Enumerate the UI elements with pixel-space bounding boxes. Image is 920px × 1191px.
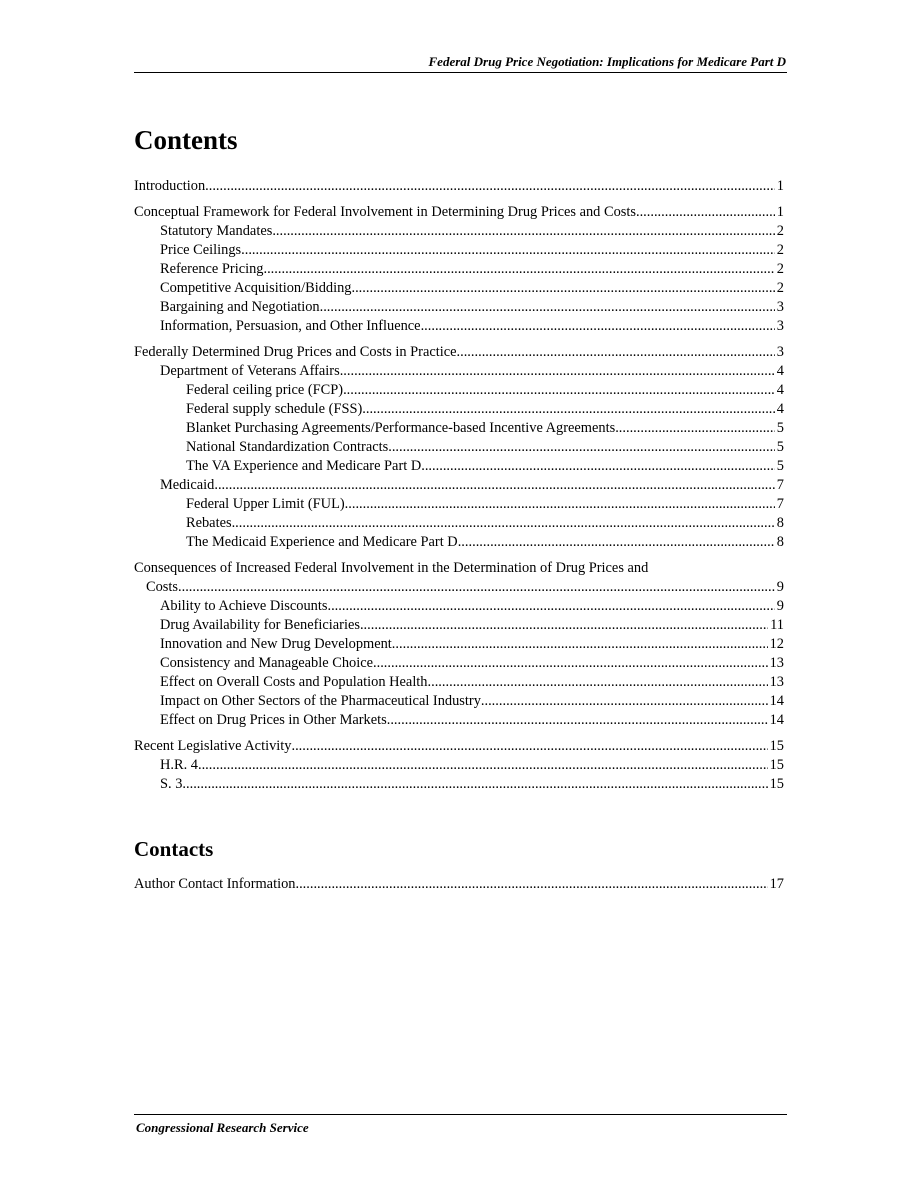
dot-leader [198, 756, 768, 775]
toc-page-number: 14 [769, 712, 784, 728]
toc-entry-title: Rebates [186, 515, 232, 531]
toc-entry-title: Federal Upper Limit (FUL) [186, 496, 345, 512]
toc-page-number: 3 [776, 344, 784, 360]
toc-entry-title: Impact on Other Sectors of the Pharmaceutical Industry [160, 693, 481, 709]
contacts-heading: Contacts [134, 837, 214, 861]
toc-entry-conceptual-framework[interactable] [134, 203, 784, 222]
toc-entry-title: Medicaid [160, 477, 215, 493]
toc-page-number: 1 [776, 178, 784, 194]
footer-rule [134, 1114, 787, 1115]
toc-entry-title: Consequences of Increased Federal Involvement in the Determination of Drug Prices and [134, 560, 649, 576]
toc-page-number: 4 [776, 401, 784, 417]
toc-entry-consistency-choice[interactable] [134, 654, 784, 673]
toc-page-number: 14 [769, 693, 784, 709]
toc-entry-price-ceilings[interactable] [134, 241, 784, 260]
toc-page-number: 15 [769, 776, 784, 792]
toc-entry-federal-supply-schedule[interactable] [134, 400, 784, 419]
dot-leader [421, 457, 775, 476]
toc-entry-title: Federally Determined Drug Prices and Costs in Practice [134, 344, 457, 360]
toc-entry-title: Innovation and New Drug Development [160, 636, 392, 652]
running-header: Federal Drug Price Negotiation: Implications for Medicare Part D [428, 54, 786, 69]
toc-entry-veterans-affairs[interactable] [134, 362, 784, 381]
toc-entry-title: Statutory Mandates [160, 223, 273, 239]
running-footer: Congressional Research Service [136, 1120, 309, 1135]
toc-page-number: 9 [776, 598, 784, 614]
toc-page-number: 5 [776, 458, 784, 474]
dot-leader [182, 775, 767, 794]
toc-entry-title: Ability to Achieve Discounts [160, 598, 328, 614]
toc-page-number: 1 [776, 204, 784, 220]
toc-page-number: 3 [776, 299, 784, 315]
toc-entry-statutory-mandates[interactable] [134, 222, 784, 241]
toc-entry-title: Information, Persuasion, and Other Influence [160, 318, 421, 334]
toc-entry-legislative-activity[interactable] [134, 737, 784, 756]
dot-leader [345, 495, 775, 514]
dot-leader [636, 203, 775, 222]
toc-page-number: 2 [776, 223, 784, 239]
dot-leader [232, 514, 775, 533]
toc-entry-federally-determined-prices[interactable] [134, 343, 784, 362]
toc-entry-medicaid[interactable] [134, 476, 784, 495]
toc-entry-rebates[interactable] [134, 514, 784, 533]
dot-leader [343, 381, 775, 400]
toc-entry-medicaid-experience[interactable] [134, 533, 784, 552]
dot-leader [241, 241, 775, 260]
toc-page-number: 5 [776, 439, 784, 455]
dot-leader [481, 692, 768, 711]
toc-entry-hr-4[interactable] [134, 756, 784, 775]
toc-entry-reference-pricing[interactable] [134, 260, 784, 279]
toc-entry-bargaining-negotiation[interactable] [134, 298, 784, 317]
toc-page-number: 8 [776, 534, 784, 550]
toc-page-number: 2 [776, 280, 784, 296]
dot-leader [263, 260, 774, 279]
toc-entry-title: Department of Veterans Affairs [160, 363, 340, 379]
toc-page-number: 2 [776, 242, 784, 258]
dot-leader [320, 298, 775, 317]
toc-page-number: 4 [776, 382, 784, 398]
toc-entry-title: Author Contact Information [134, 876, 296, 892]
toc-entry-introduction[interactable] [134, 177, 784, 196]
toc-entry-s-3[interactable] [134, 775, 784, 794]
dot-leader [388, 438, 775, 457]
toc-entry-title: Federal supply schedule (FSS) [186, 401, 363, 417]
dot-leader [340, 362, 775, 381]
dot-leader [387, 711, 768, 730]
toc-entry-title: H.R. 4 [160, 757, 198, 773]
toc-page-number: 8 [776, 515, 784, 531]
toc-entry-va-experience[interactable] [134, 457, 784, 476]
dot-leader [392, 635, 768, 654]
toc-entry-drug-availability[interactable] [134, 616, 784, 635]
dot-leader [272, 222, 774, 241]
toc-entry-author-contact[interactable] [134, 875, 784, 894]
dot-leader [360, 616, 768, 635]
toc-entry-title: Price Ceilings [160, 242, 242, 258]
table-of-contents [134, 177, 784, 794]
toc-page-number: 15 [769, 738, 784, 754]
toc-page-number: 3 [776, 318, 784, 334]
toc-entry-title: National Standardization Contracts [186, 439, 389, 455]
toc-entry-information-persuasion[interactable] [134, 317, 784, 336]
toc-entry-overall-costs[interactable] [134, 673, 784, 692]
dot-leader [458, 533, 775, 552]
toc-entry-federal-upper-limit[interactable] [134, 495, 784, 514]
toc-page-number: 5 [776, 420, 784, 436]
toc-entry-title: Conceptual Framework for Federal Involvement in Determining Drug Prices and Costs [134, 204, 636, 220]
toc-entry-title: Effect on Drug Prices in Other Markets [160, 712, 387, 728]
toc-entry-federal-ceiling-price[interactable] [134, 381, 784, 400]
toc-entry-innovation[interactable] [134, 635, 784, 654]
contents-heading: Contents [134, 125, 238, 155]
dot-leader [205, 177, 775, 196]
toc-entry-title: Consistency and Manageable Choice [160, 655, 373, 671]
toc-entry-title: The VA Experience and Medicare Part D [186, 458, 422, 474]
toc-entry-other-markets[interactable] [134, 711, 784, 730]
toc-entry-title: S. 3 [160, 776, 183, 792]
toc-entry-blanket-purchasing[interactable] [134, 419, 784, 438]
toc-page-number: 7 [776, 496, 784, 512]
toc-page-number: 7 [776, 477, 784, 493]
dot-leader [362, 400, 775, 419]
toc-entry-title: Federal ceiling price (FCP) [186, 382, 344, 398]
toc-entry-title: Bargaining and Negotiation [160, 299, 320, 315]
dot-leader [373, 654, 768, 673]
toc-page-number: 17 [769, 876, 784, 892]
toc-page-number: 12 [769, 636, 784, 652]
header-rule [134, 72, 787, 73]
toc-page-number: 13 [769, 674, 784, 690]
toc-entry-title: Introduction [134, 178, 206, 194]
toc-entry-competitive-acquisition[interactable] [134, 279, 784, 298]
toc-entry-title: Effect on Overall Costs and Population Health [160, 674, 428, 690]
toc-entry-title: Reference Pricing [160, 261, 264, 277]
dot-leader [291, 737, 767, 756]
toc-entry-other-sectors[interactable] [134, 692, 784, 711]
toc-page-number: 15 [769, 757, 784, 773]
toc-entry-title: The Medicaid Experience and Medicare Part D [186, 534, 458, 550]
dot-leader [214, 476, 774, 495]
dot-leader [457, 343, 775, 362]
toc-page-number: 13 [769, 655, 784, 671]
dot-leader [351, 279, 774, 298]
dot-leader [295, 875, 767, 894]
toc-entry-title: Blanket Purchasing Agreements/Performance-based Incentive Agreements [186, 420, 616, 436]
toc-entry-title-continued: Costs [146, 579, 178, 595]
dot-leader [421, 317, 775, 336]
dot-leader [615, 419, 775, 438]
dot-leader [327, 597, 774, 616]
toc-page-number: 9 [776, 579, 784, 595]
contacts-list [134, 875, 784, 894]
toc-entry-consequences[interactable] [134, 559, 784, 597]
toc-entry-ability-discounts[interactable] [134, 597, 784, 616]
toc-page-number: 2 [776, 261, 784, 277]
dot-leader [178, 578, 775, 597]
toc-entry-title: Recent Legislative Activity [134, 738, 292, 754]
toc-entry-title: Competitive Acquisition/Bidding [160, 280, 352, 296]
toc-entry-national-standardization[interactable] [134, 438, 784, 457]
toc-page-number: 4 [776, 363, 784, 379]
toc-entry-title: Drug Availability for Beneficiaries [160, 617, 360, 633]
dot-leader [428, 673, 768, 692]
toc-page-number: 11 [770, 617, 784, 633]
